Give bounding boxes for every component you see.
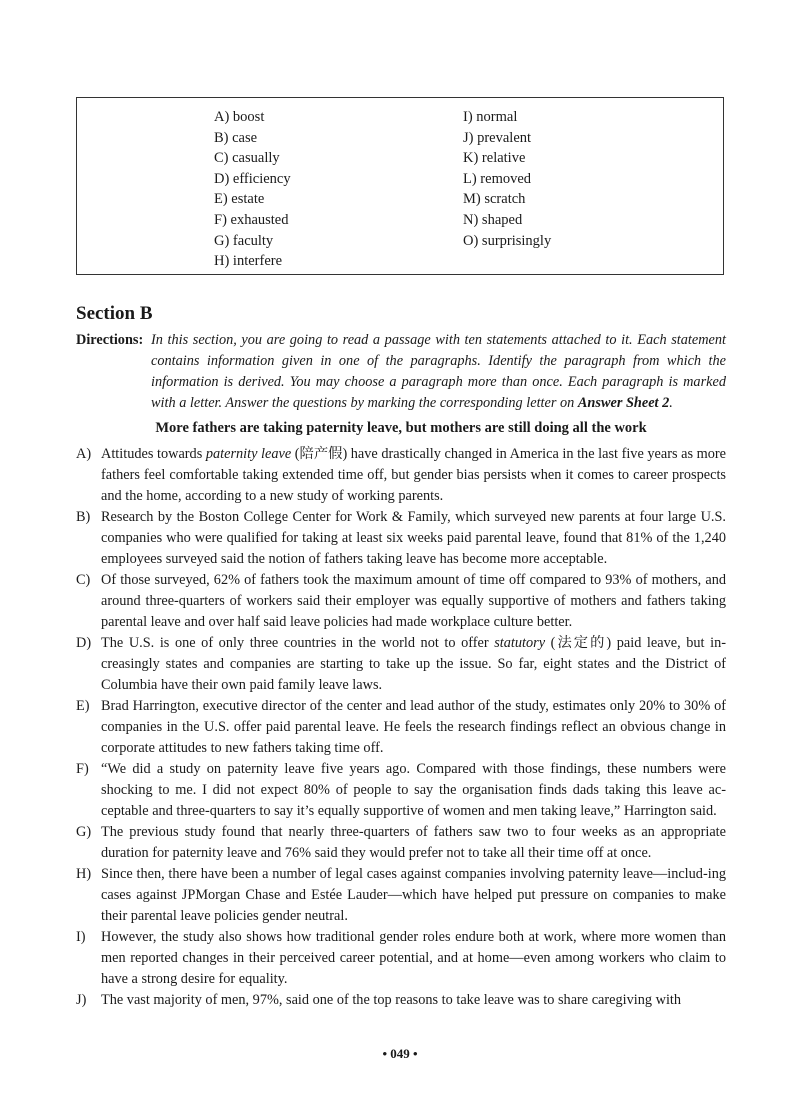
paragraph-j	[76, 990, 726, 1011]
paragraph-letter: D)	[76, 635, 92, 651]
directions-label: Directions:	[76, 332, 144, 348]
directions-text	[151, 330, 726, 414]
paragraph-letter: G)	[76, 824, 92, 840]
directions	[76, 330, 726, 414]
paragraph-text: Of those surveyed, 62% of fathers took the maximum amount of time off compared to 93% of mothers, and around three-quarters of workers said their employer was equally supportive of mothers and fathers taking parental leave and over half said leave policies had made workplace culture better.	[101, 572, 726, 630]
paragraph-text: Brad Harrington, executive director of the center and lead author of the study, estimates only 20% to 30% of companies in the U.S. offer paid parental leave. He feels the research findings reflect an obvious change in corporate attitudes to new fathers taking time off.	[101, 698, 726, 756]
word-option: I) normal	[463, 109, 518, 125]
paragraph-text: The U.S. is one of only three countries in the world not to offer	[101, 635, 495, 651]
paragraph-e	[76, 696, 726, 759]
paragraph-text: (法定的) paid leave, but in-creasingly states and companies are starting to take up the issue. So far, eight states and the District of Columbia have their own paid family leave laws.	[101, 635, 726, 693]
word-option: E) estate	[214, 191, 265, 208]
word-option: O) surprisingly	[463, 232, 552, 249]
word-option: N) shaped	[463, 211, 523, 228]
paragraph-h	[76, 864, 726, 927]
word-option: L) removed	[463, 170, 532, 187]
paragraph-letter: A)	[76, 446, 92, 462]
paragraph-letter: I)	[76, 929, 86, 945]
word-option: F) exhausted	[214, 211, 289, 228]
word-option: H) interfere	[214, 253, 283, 270]
passage-title: More fathers are taking paternity leave, but mothers are still doing all the work	[155, 420, 647, 436]
word-option: A) boost	[214, 109, 265, 125]
paragraph-g	[76, 822, 726, 864]
word-bank-box	[76, 97, 724, 275]
paragraph-text: (陪产假) have drastically changed in America in the last five years as more fathers feel comfortable taking extended time off, but gender bias persists when it comes to career prospects and the home, according to a new study of working parents.	[101, 446, 726, 504]
word-option: J) prevalent	[463, 129, 532, 146]
paragraph-a	[76, 444, 726, 507]
paragraph-text: Attitudes towards	[101, 446, 206, 462]
paragraph-f	[76, 759, 726, 822]
section-title: Section B	[76, 303, 153, 324]
paragraph-text: “We did a study on paternity leave five years ago. Compared with those findings, these numbers were shocking to me. I did not expect 80% of people to say the organisation finds dads taking this leave ac-ceptable and three-quarters to say it’s equally supportive of women and men taking leave,” Harrington said.	[101, 761, 726, 819]
passage-paragraphs	[76, 444, 726, 1011]
italic-term: statutory	[494, 635, 546, 651]
directions-end: .	[669, 395, 673, 411]
paragraph-b	[76, 507, 726, 570]
word-option: M) scratch	[463, 191, 526, 208]
paragraph-text: The vast majority of men, 97%, said one of the top reasons to take leave was to share caregiving with	[101, 992, 682, 1008]
paragraph-letter: J)	[76, 992, 87, 1008]
page-number: • 049 •	[382, 1046, 418, 1061]
word-bank-right-column	[463, 107, 551, 251]
paragraph-letter: B)	[76, 509, 91, 525]
paragraph-letter: C)	[76, 572, 91, 588]
word-option: C) casually	[214, 150, 280, 167]
italic-term: paternity leave	[205, 446, 292, 462]
paragraph-letter: E)	[76, 698, 90, 714]
answer-sheet-ref: Answer Sheet 2	[577, 395, 670, 411]
word-option: B) case	[214, 129, 258, 146]
paragraph-letter: F)	[76, 761, 89, 777]
paragraph-letter: H)	[76, 866, 92, 882]
paragraph-text: Since then, there have been a number of legal cases against companies involving paternity leave—includ-ing cases against JPMorgan Chase and Estée Lauder—which have helped put pressure on companies to make their parental leave policies gender neutral.	[101, 866, 726, 924]
word-option: G) faculty	[214, 232, 274, 249]
word-option: D) efficiency	[214, 170, 291, 187]
paragraph-text: However, the study also shows how traditional gender roles endure both at work, where more women than men reported changes in their perceived career potential, and at home—even among workers who claim to have a strong desire for equality.	[101, 929, 726, 987]
paragraph-text: The previous study found that nearly three-quarters of fathers saw two to four weeks as an appropriate duration for paternity leave and 76% said they would prefer not to take all their time off at once.	[101, 824, 726, 861]
word-bank-left-column	[214, 107, 291, 272]
paragraph-d	[76, 633, 726, 696]
paragraph-i	[76, 927, 726, 990]
word-option: K) relative	[463, 150, 526, 167]
paragraph-c	[76, 570, 726, 633]
paragraph-text: Research by the Boston College Center for Work & Family, which surveyed new parents at four large U.S. companies who were qualified for taking at least six weeks paid parental leave, found that 81% of the 1,240 employees surveyed said the notion of fathers taking leave has become more acceptable.	[101, 509, 726, 567]
directions-body: In this section, you are going to read a passage with ten statements attached to it. Each statement contains information given in one of the paragraphs. Identify the paragraph from which the information is derived. You may choose a paragraph more than once. Each paragraph is marked with a letter. Answer the questions by marking the corresponding letter on	[151, 332, 726, 411]
